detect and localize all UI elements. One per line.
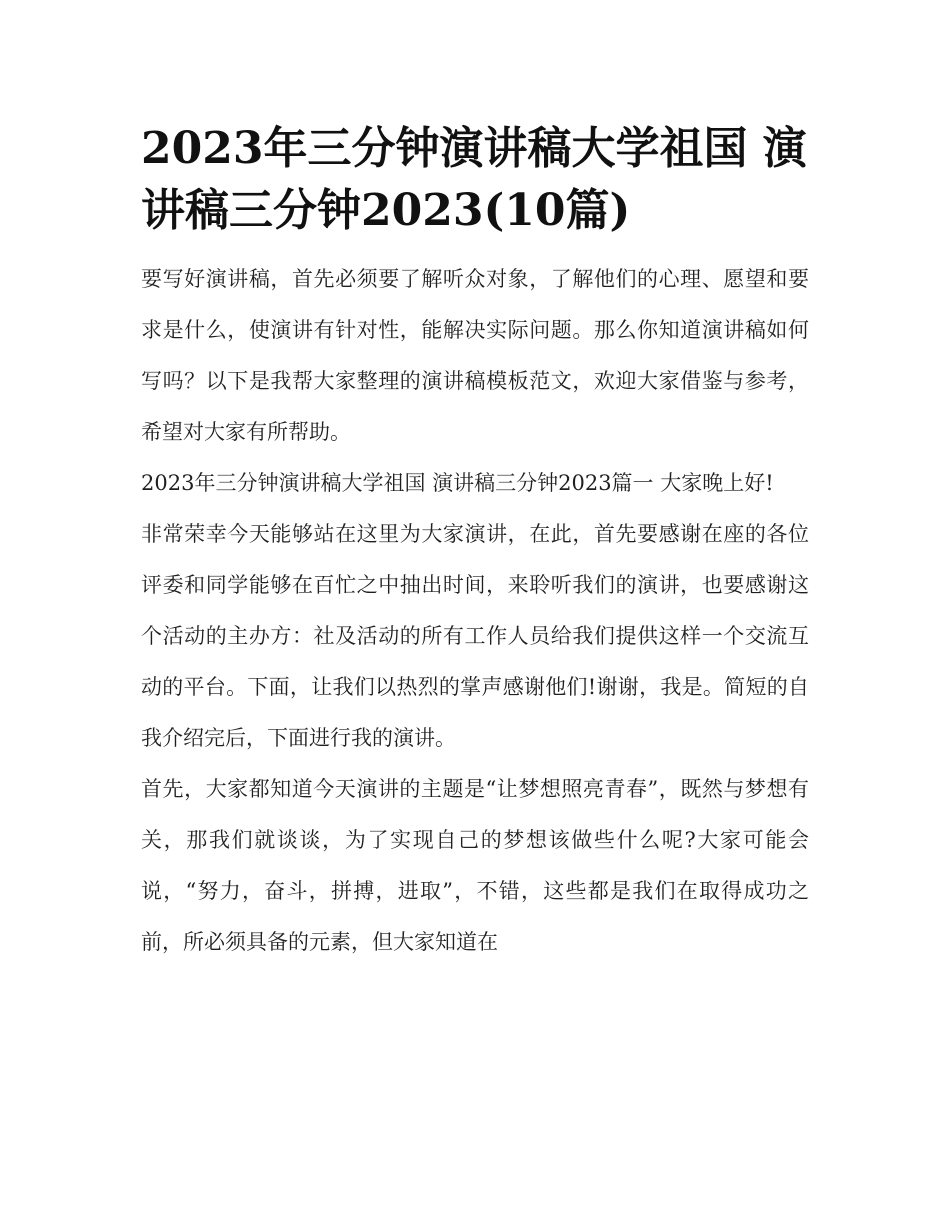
body-paragraph: 非常荣幸今天能够站在这里为大家演讲，在此，首先要感谢在座的各位评委和同学能够在百忙之中抽出时间，来聆听我们的演讲，也要感谢这个活动的主办方：社及活动的所有工作人员给我们提供这样一个交流互动的平台。下面，让我们以热烈的掌声感谢他们!谢谢，我是。简短的自我介绍完后，下面进行我的演讲。 [141, 522, 809, 750]
document-body [141, 118, 809, 968]
section-heading-paragraph: 2023年三分钟演讲稿大学祖国 演讲稿三分钟2023篇一 大家晚上好! [141, 471, 774, 495]
body-paragraph: 首先，大家都知道今天演讲的主题是“让梦想照亮青春”，既然与梦想有关，那我们就谈谈，为了实现自己的梦想该做些什么呢?大家可能会说，“努力，奋斗，拼搏，进取”，不错，这些都是我们在取得成功之前，所必须具备的元素，但大家知道在 [141, 777, 809, 954]
intro-paragraph: 要写好演讲稿，首先必须要了解听众对象，了解他们的心理、愿望和要求是什么，使演讲有针对性，能解决实际问题。那么你知道演讲稿如何写吗？以下是我帮大家整理的演讲稿模板范文，欢迎大家借鉴与参考，希望对大家有所帮助。 [141, 267, 809, 444]
document-title: 2023年三分钟演讲稿大学祖国 演讲稿三分钟2023(10篇) [141, 123, 807, 236]
